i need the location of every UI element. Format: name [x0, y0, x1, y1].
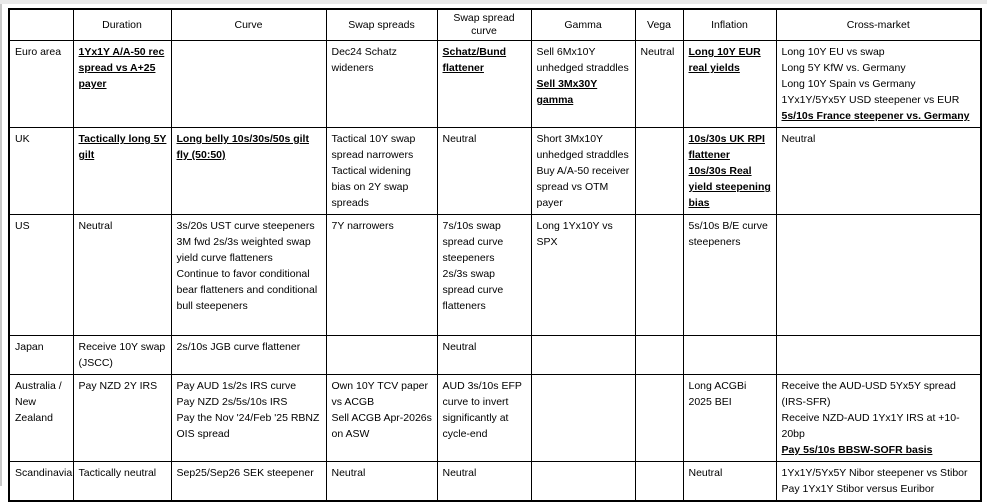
cell-japan-duration	[73, 336, 171, 375]
column-header-curve: Curve	[171, 9, 326, 41]
cell-uk-cross-market	[776, 128, 981, 215]
table-row-uk	[9, 128, 981, 215]
cell-euro-area-swap-spread-curve	[437, 41, 531, 128]
cell-us-swap-spreads	[326, 215, 437, 336]
cell-line: Long ACGBi 2025 BEI	[688, 380, 747, 408]
cell-us-cross-market	[776, 215, 981, 336]
cell-japan-swap-spread-curve	[437, 336, 531, 375]
cell-japan-inflation	[683, 336, 776, 375]
column-header-gamma: Gamma	[531, 9, 635, 41]
table-row-scandinavia	[9, 462, 981, 502]
cell-line: Continue to favor conditional bear flatteners and conditional bull steepeners	[176, 268, 318, 312]
table-header-row	[9, 9, 981, 41]
cell-line: 7Y narrowers	[331, 220, 394, 232]
cell-uk-curve	[171, 128, 326, 215]
cell-line: 1Yx1Y A/A-50 rec spread vs A+25 payer	[78, 46, 165, 90]
cell-scandinavia-inflation	[683, 462, 776, 502]
cell-line: Receive 10Y swap (JSCC)	[78, 341, 166, 369]
cell-euro-area-duration	[73, 41, 171, 128]
cell-us-vega	[635, 215, 683, 336]
cell-japan-swap-spreads	[326, 336, 437, 375]
cell-us-gamma	[531, 215, 635, 336]
cell-us-inflation	[683, 215, 776, 336]
row-header-us: US	[9, 215, 73, 336]
cell-line: Long 10Y Spain vs Germany	[781, 78, 916, 90]
cell-australia-new-zealand-curve	[171, 375, 326, 462]
table-row-japan	[9, 336, 981, 375]
row-header-japan: Japan	[9, 336, 73, 375]
cell-line: Long 5Y KfW vs. Germany	[781, 62, 906, 74]
cell-line: 3M fwd 2s/3s weighted swap yield curve flatteners	[176, 236, 311, 264]
cell-scandinavia-curve	[171, 462, 326, 502]
cell-line: 5s/10s France steepener vs. Germany	[781, 110, 970, 122]
cell-uk-inflation	[683, 128, 776, 215]
table-row-australia-new-zealand	[9, 375, 981, 462]
column-header-vega: Vega	[635, 9, 683, 41]
cell-australia-new-zealand-swap-spread-curve	[437, 375, 531, 462]
cell-euro-area-curve	[171, 41, 326, 128]
cell-line: Pay 5s/10s BBSW-SOFR basis	[781, 444, 933, 456]
cell-line: Tactically neutral	[78, 467, 157, 479]
cell-line: Long 1Yx10Y vs SPX	[536, 220, 613, 248]
column-header-swap-spreads: Swap spreads	[326, 9, 437, 41]
cell-line: 7s/10s swap spread curve steepeners	[442, 220, 504, 264]
cell-us-swap-spread-curve	[437, 215, 531, 336]
cell-line: Pay NZD 2s/5s/10s IRS	[176, 396, 288, 408]
cell-us-curve	[171, 215, 326, 336]
column-header-swap-spread-curve: Swap spread curve	[437, 9, 531, 41]
cell-line: Schatz/Bund flattener	[442, 46, 507, 74]
cell-scandinavia-swap-spread-curve	[437, 462, 531, 502]
cell-uk-duration	[73, 128, 171, 215]
cell-line: 10s/30s UK RPI flattener	[688, 133, 765, 161]
cell-australia-new-zealand-cross-market	[776, 375, 981, 462]
row-header-scandinavia: Scandinavia	[9, 462, 73, 502]
cell-line: AUD 3s/10s EFP curve to invert significantly at cycle-end	[442, 380, 522, 440]
cell-line: Pay NZD 2Y IRS	[78, 380, 158, 392]
cell-line: Sell ACGB Apr-2026s on ASW	[331, 412, 432, 440]
row-header-euro-area: Euro area	[9, 41, 73, 128]
cell-australia-new-zealand-gamma	[531, 375, 635, 462]
column-header-cross-market: Cross-market	[776, 9, 981, 41]
cell-euro-area-swap-spreads	[326, 41, 437, 128]
cell-japan-gamma	[531, 336, 635, 375]
cell-line: Neutral	[78, 220, 113, 232]
cell-line: 2s/3s swap spread curve flatteners	[442, 268, 504, 312]
cell-line: 3s/20s UST curve steepeners	[176, 220, 315, 232]
cell-scandinavia-cross-market	[776, 462, 981, 502]
cell-line: Tactical widening bias on 2Y swap spreads	[331, 165, 411, 209]
cell-uk-swap-spread-curve	[437, 128, 531, 215]
cell-australia-new-zealand-swap-spreads	[326, 375, 437, 462]
cell-euro-area-gamma	[531, 41, 635, 128]
cell-line: Receive NZD-AUD 1Yx1Y IRS at +10-20bp	[781, 412, 960, 440]
cell-japan-curve	[171, 336, 326, 375]
cell-uk-gamma	[531, 128, 635, 215]
cell-line: 5s/10s B/E curve steepeners	[688, 220, 768, 248]
trade-recommendations-table	[8, 8, 982, 502]
cell-line: Pay the Nov '24/Feb '25 RBNZ OIS spread	[176, 412, 320, 440]
cell-line: Long belly 10s/30s/50s gilt fly (50:50)	[176, 133, 309, 161]
cell-scandinavia-swap-spreads	[326, 462, 437, 502]
cell-line: Sep25/Sep26 SEK steepener	[176, 467, 314, 479]
cell-uk-vega	[635, 128, 683, 215]
cell-japan-vega	[635, 336, 683, 375]
cell-line: Neutral	[442, 133, 477, 145]
cell-line: Tactically long 5Y gilt	[78, 133, 167, 161]
cell-line: 1Yx1Y/5Yx5Y USD steepener vs EUR	[781, 94, 960, 106]
cell-scandinavia-gamma	[531, 462, 635, 502]
row-header-uk: UK	[9, 128, 73, 215]
cell-line: Long 10Y EU vs swap	[781, 46, 885, 58]
cell-scandinavia-vega	[635, 462, 683, 502]
cell-line: Neutral	[331, 467, 366, 479]
column-header-region	[9, 9, 73, 41]
cell-line: Dec24 Schatz wideners	[331, 46, 397, 74]
cell-australia-new-zealand-vega	[635, 375, 683, 462]
cell-line: Long 10Y EUR real yields	[688, 46, 761, 74]
cell-australia-new-zealand-duration	[73, 375, 171, 462]
cell-scandinavia-duration	[73, 462, 171, 502]
table-row-euro-area	[9, 41, 981, 128]
cell-line: Sell 3Mx30Y gamma	[536, 78, 598, 106]
cell-line: Neutral	[781, 133, 816, 145]
page-top-edge	[0, 0, 987, 4]
cell-line: Own 10Y TCV paper vs ACGB	[331, 380, 428, 408]
cell-uk-swap-spreads	[326, 128, 437, 215]
cell-line: Neutral	[442, 467, 477, 479]
cell-line: 2s/10s JGB curve flattener	[176, 341, 301, 353]
cell-euro-area-cross-market	[776, 41, 981, 128]
cell-line: Short 3Mx10Y unhedged straddles	[536, 133, 629, 161]
cell-line: Neutral	[688, 467, 723, 479]
page-left-edge	[0, 4, 2, 486]
table-row-us	[9, 215, 981, 336]
cell-line: 1Yx1Y/5Yx5Y Nibor steepener vs Stibor	[781, 467, 968, 479]
cell-australia-new-zealand-inflation	[683, 375, 776, 462]
cell-line: Pay 1Yx1Y Stibor versus Euribor	[781, 483, 935, 495]
cell-line: Neutral	[442, 341, 477, 353]
cell-line: Buy A/A-50 receiver spread vs OTM payer	[536, 165, 630, 209]
cell-euro-area-inflation	[683, 41, 776, 128]
cell-line: Receive the AUD-USD 5Yx5Y spread (IRS-SFR)	[781, 380, 956, 408]
column-header-duration: Duration	[73, 9, 171, 41]
cell-japan-cross-market	[776, 336, 981, 375]
cell-euro-area-vega	[635, 41, 683, 128]
column-header-inflation: Inflation	[683, 9, 776, 41]
cell-line: Pay AUD 1s/2s IRS curve	[176, 380, 297, 392]
cell-line: Sell 6Mx10Y unhedged straddles	[536, 46, 629, 74]
cell-us-duration	[73, 215, 171, 336]
cell-line: Neutral	[640, 46, 675, 58]
row-header-australia-new-zealand: Australia / New Zealand	[9, 375, 73, 462]
cell-line: Tactical 10Y swap spread narrowers	[331, 133, 416, 161]
cell-line: 10s/30s Real yield steepening bias	[688, 165, 771, 209]
